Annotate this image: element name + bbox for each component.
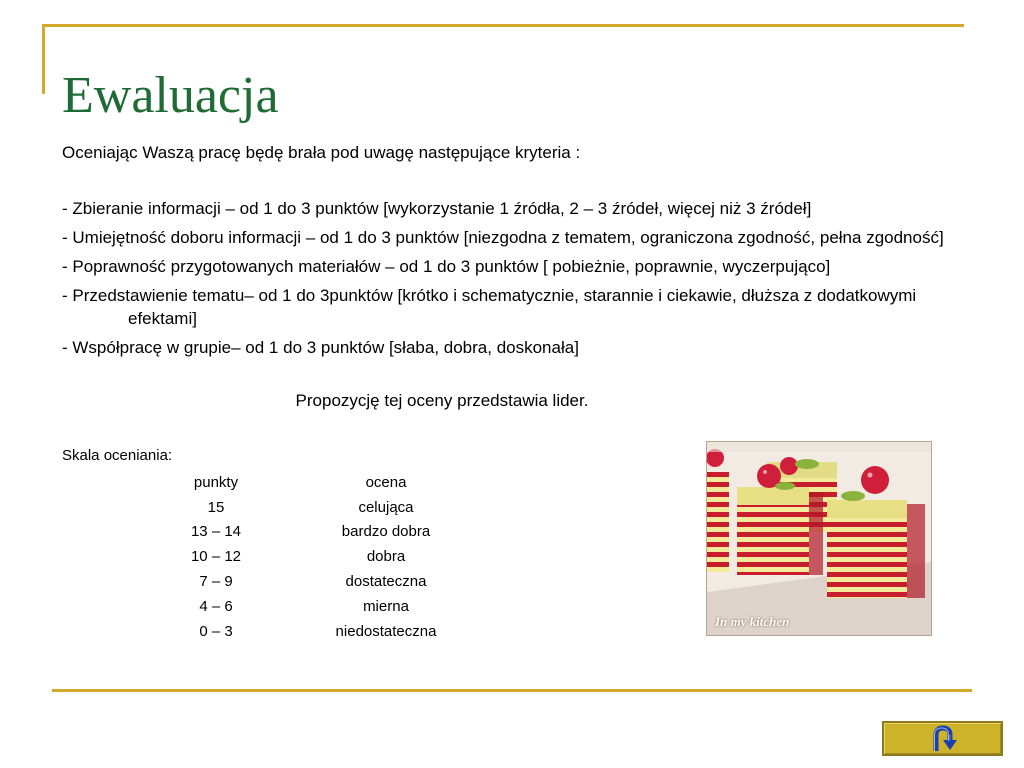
grade-cell: dobra	[366, 548, 406, 566]
top-accent-line	[42, 24, 964, 27]
photo-caption: In my kitchen	[715, 614, 790, 629]
table-row	[166, 520, 506, 545]
table-row	[166, 495, 506, 520]
u-turn-arrow-icon	[928, 725, 958, 753]
table-row	[166, 544, 506, 569]
table-row	[166, 569, 506, 594]
criterion-item: - Umiejętność doboru informacji – od 1 do 3 punktów [niezgodna z tematem, ograniczona zgodność, pełna zgodność]	[62, 228, 944, 247]
leader-note: Propozycję tej oceny przedstawia lider.	[295, 391, 589, 410]
points-cell: 4 – 6	[199, 597, 233, 615]
return-button[interactable]	[882, 721, 1003, 756]
criterion-item: - Współpracę w grupie– od 1 do 3 punktów [słaba, dobra, doskonała]	[62, 338, 579, 357]
points-cell: 10 – 12	[190, 548, 242, 566]
points-cell: 0 – 3	[199, 622, 233, 640]
cake-illustration	[707, 442, 931, 635]
grading-scale-table	[166, 470, 506, 644]
grade-cell: mierna	[363, 597, 409, 615]
grade-cell: bardzo dobra	[341, 523, 431, 541]
grade-cell: niedostateczna	[335, 622, 437, 640]
points-header: punkty	[193, 473, 239, 491]
criterion-item: - Zbieranie informacji – od 1 do 3 punktów [wykorzystanie 1 źródła, 2 – 3 źródeł, więcej niż 3 źródeł]	[62, 199, 812, 218]
grade-cell: celująca	[358, 498, 414, 516]
points-cell: 7 – 9	[199, 573, 233, 591]
cake-photo	[706, 441, 932, 636]
grade-cell: dostateczna	[345, 573, 427, 591]
grade-header: ocena	[365, 473, 407, 491]
criteria-list	[62, 197, 982, 365]
slide-title: Ewaluacja	[62, 67, 279, 124]
criterion-item: - Przedstawienie tematu– od 1 do 3punktów [krótko i schematycznie, starannie i ciekawie, dłuższa z dodatkowymi efektami]	[62, 286, 917, 328]
table-row	[166, 619, 506, 644]
points-cell: 15	[207, 498, 225, 516]
left-accent-line	[42, 24, 45, 94]
table-row	[166, 594, 506, 619]
bottom-accent-line	[52, 689, 972, 692]
table-header-row	[166, 470, 506, 495]
scale-label: Skala oceniania:	[62, 447, 173, 464]
points-cell: 13 – 14	[190, 523, 242, 541]
criterion-item: - Poprawność przygotowanych materiałów – od 1 do 3 punktów [ pobieżnie, poprawnie, wyczerpująco]	[62, 257, 831, 276]
intro-text: Oceniając Waszą pracę będę brała pod uwagę następujące kryteria :	[62, 143, 581, 162]
